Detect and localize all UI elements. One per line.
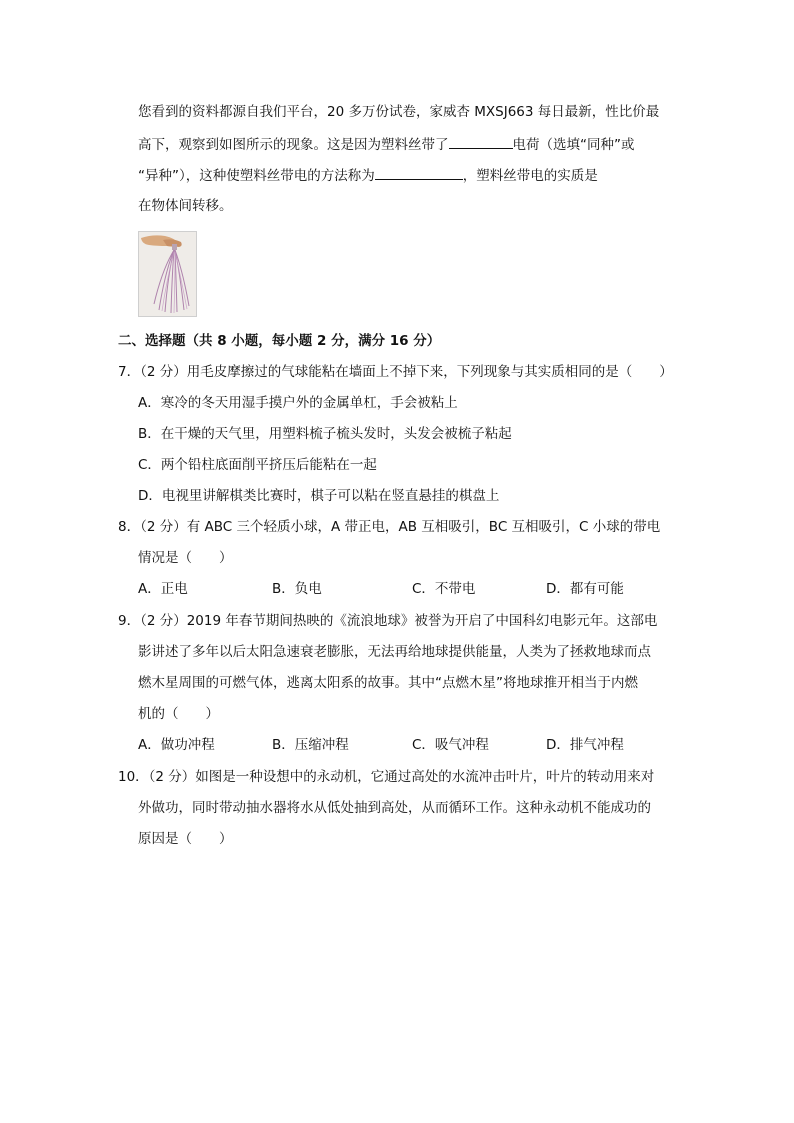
plastic-strands-photo — [138, 231, 197, 317]
q8-stem-line-1: 8．（2 分）有 ABC 三个轻质小球，A 带正电，AB 互相吸引，BC 互相吸引，C 小球的带电 — [118, 519, 661, 535]
q10-stem-line-3: 原因是（ ） — [138, 831, 233, 847]
q6-line-2 — [138, 134, 635, 154]
q6-line-3 — [138, 165, 598, 185]
q8-option-c[interactable]: C．不带电 — [412, 581, 476, 597]
q7-option-c[interactable]: C．两个铅柱底面削平挤压后能粘在一起 — [138, 457, 377, 473]
q6-line-2-text-b: 电荷（选填“同种”或 — [512, 137, 635, 153]
q9-option-a[interactable]: A．做功冲程 — [138, 737, 215, 753]
q7-stem: 7．（2 分）用毛皮摩擦过的气球能粘在墙面上不掉下来，下列现象与其实质相同的是（ ） — [118, 364, 673, 380]
q7-option-a[interactable]: A．寒冷的冬天用湿手摸户外的金属单杠，手会被粘上 — [138, 395, 458, 411]
q9-options-row — [138, 736, 658, 754]
q9-stem-line-1: 9．（2 分）2019 年春节期间热映的《流浪地球》被誉为开启了中国科幻电影元年。这部电 — [118, 613, 658, 629]
q8-option-a[interactable]: A．正电 — [138, 581, 188, 597]
q9-stem-line-3: 燃木星周围的可燃气体，逃离太阳系的故事。其中“点燃木星”将地球推开相当于内燃 — [138, 675, 638, 691]
q10-stem-line-2: 外做功，同时带动抽水器将水从低处抽到高处，从而循环工作。这种永动机不能成功的 — [138, 800, 651, 816]
q6-line-4: 在物体间转移。 — [138, 198, 233, 214]
q6-line-3-text-b: ，塑料丝带电的实质是 — [462, 168, 598, 184]
q6-line-2-text-a: 高下，观察到如图所示的现象。这是因为塑料丝带了 — [138, 137, 449, 153]
q8-stem-line-2: 情况是（ ） — [138, 550, 233, 566]
q10-stem-line-1: 10．（2 分）如图是一种设想中的永动机，它通过高处的水流冲击叶片，叶片的转动用来对 — [118, 769, 655, 785]
q8-options-row — [138, 580, 658, 598]
q9-option-c[interactable]: C．吸气冲程 — [412, 737, 489, 753]
answer-blank-charge-type[interactable] — [449, 134, 513, 149]
q9-stem-line-2: 影讲述了多年以后太阳急速衰老膨胀，无法再给地球提供能量，人类为了拯救地球而点 — [138, 644, 651, 660]
q7-option-d[interactable]: D．电视里讲解棋类比赛时，棋子可以粘在竖直悬挂的棋盘上 — [138, 488, 500, 504]
q6-line-1: 您看到的资料都源自我们平台，20 多万份试卷，家威杏 MXSJ663 每日最新，性比价最 — [138, 104, 660, 120]
q9-option-d[interactable]: D．排气冲程 — [546, 737, 624, 753]
hand-holding-strands-illustration — [139, 232, 196, 316]
q8-option-d[interactable]: D．都有可能 — [546, 581, 624, 597]
answer-blank-charging-method[interactable] — [375, 165, 463, 180]
q9-option-b[interactable]: B．压缩冲程 — [272, 737, 349, 753]
q9-stem-line-4: 机的（ ） — [138, 706, 219, 722]
section-2-heading: 二、选择题（共 8 小题，每小题 2 分，满分 16 分） — [118, 333, 441, 349]
q8-option-b[interactable]: B．负电 — [272, 581, 322, 597]
q6-line-3-text-a: “异种”），这种使塑料丝带电的方法称为 — [138, 168, 375, 184]
q7-option-b[interactable]: B．在干燥的天气里，用塑料梳子梳头发时，头发会被梳子粘起 — [138, 426, 512, 442]
